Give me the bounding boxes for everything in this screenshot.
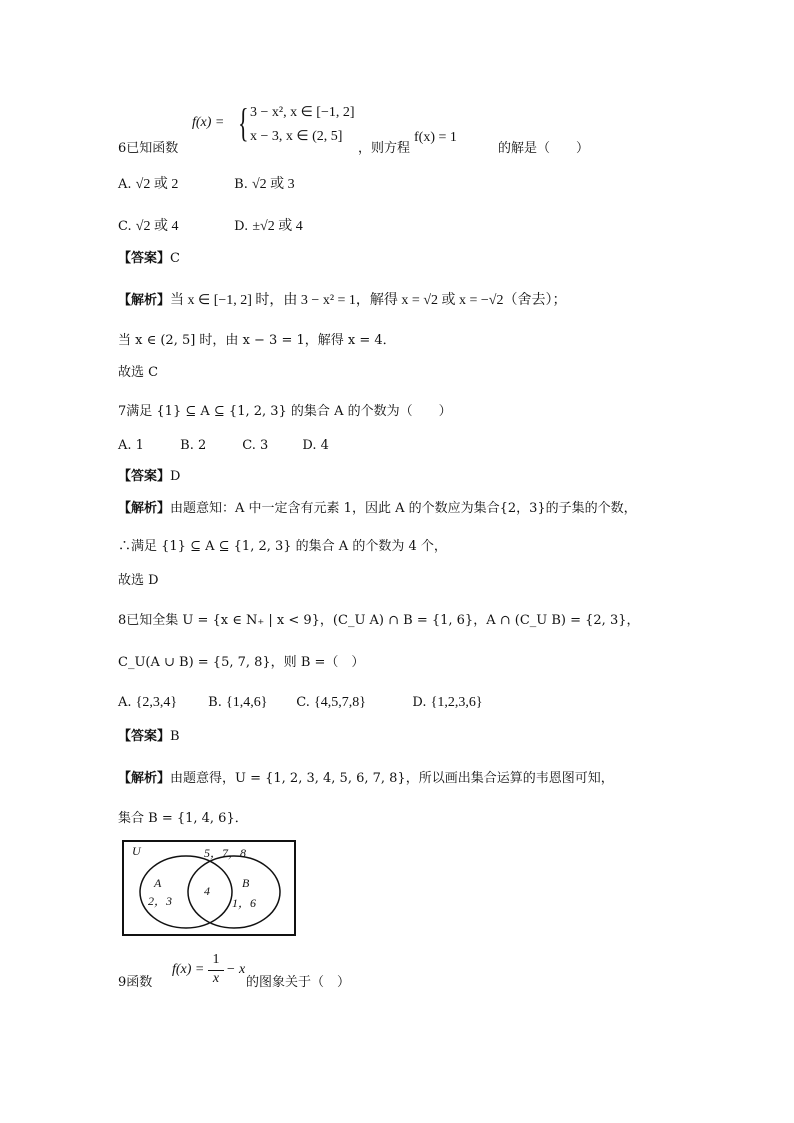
venn-intersection: 4 xyxy=(204,884,210,898)
q9-lhs: f(x) = xyxy=(172,962,205,977)
venn-outside-elements: 5，7，8 xyxy=(204,846,247,860)
answer-tag: 【答案】 xyxy=(118,469,171,484)
q6-stem-tail xyxy=(358,140,410,158)
answer-value: B xyxy=(170,729,180,744)
q6-option-d: D. ±√2 或 4 xyxy=(234,219,303,234)
q6-number: 6已知函数 xyxy=(118,141,179,156)
q7-options xyxy=(118,437,329,455)
q6-tail2: 的解是（ ） xyxy=(498,141,590,156)
q6-option-a: A. √2 或 2 xyxy=(118,177,179,192)
q8-stem-line2: C_U(A ∪ B) = {5, 7, 8}，则 B =（ ） xyxy=(118,655,365,670)
q6-tail1: ，则方程 xyxy=(358,141,411,156)
analysis-text: 由题意得，U = {1, 2, 3, 4, 5, 6, 7, 8}，所以画出集合运算的韦恩图可知， xyxy=(170,771,614,786)
q6-answer xyxy=(118,250,180,268)
q6-conclusion: 故选 C xyxy=(118,365,159,380)
q8-option-b: B. {1,4,6} xyxy=(208,695,268,710)
venn-a-only: 2，3 xyxy=(148,894,173,908)
answer-tag: 【答案】 xyxy=(118,729,171,744)
answer-value: D xyxy=(170,469,181,484)
analysis-tag: 【解析】 xyxy=(118,293,171,308)
q6-analysis1 xyxy=(118,292,566,310)
q9-number: 9函数 xyxy=(118,975,153,990)
q7-analysis2: ∴满足 {1} ⊆ A ⊆ {1, 2, 3} 的集合 A 的个数为 4 个， xyxy=(118,539,447,554)
venn-b-only: 1，6 xyxy=(232,896,257,910)
q8-option-a: A. {2,3,4} xyxy=(118,695,178,710)
q9-tail: 的图象关于（ ） xyxy=(246,975,351,990)
q6-options-row2 xyxy=(118,218,303,236)
q8-analysis1 xyxy=(118,770,614,788)
answer-tag: 【答案】 xyxy=(118,251,171,266)
q6-stem xyxy=(118,140,178,158)
analysis-text: 由题意知：A 中一定含有元素 1，因此 A 的个数应为集合{2，3}的子集的个数， xyxy=(170,501,637,516)
analysis-tag: 【解析】 xyxy=(118,771,171,786)
q7-option-b: B. 2 xyxy=(180,438,207,453)
answer-value: C xyxy=(170,251,180,266)
q7-option-d: D. 4 xyxy=(302,438,329,453)
q6-option-b: B. √2 或 3 xyxy=(234,177,295,192)
q6-options-row1 xyxy=(118,176,295,194)
analysis-tag: 【解析】 xyxy=(118,501,171,516)
q9-denominator: x xyxy=(212,971,220,986)
q7-conclusion: 故选 D xyxy=(118,573,159,588)
q9-numerator: 1 xyxy=(212,952,220,967)
set-b-circle xyxy=(188,856,280,928)
q7-stem: 7满足 {1} ⊆ A ⊆ {1, 2, 3} 的集合 A 的个数为（ ） xyxy=(118,404,452,419)
q6-brace: { xyxy=(238,100,249,145)
q6-equation: f(x) = 1 xyxy=(414,130,457,145)
q6-analysis2: 当 x ∈ (2, 5] 时，由 x − 3 = 1，解得 x = 4． xyxy=(118,333,396,348)
q8-options xyxy=(118,694,483,712)
q8-stem-line1: 8已知全集 U = {x ∈ N₊ | x < 9}，(C_U A) ∩ B = {1, 6}，A ∩ (C_U B) = {2, 3}， xyxy=(118,613,640,628)
q7-answer xyxy=(118,468,180,486)
q7-analysis1 xyxy=(118,500,637,518)
q6-case1: 3 − x², x ∈ [−1, 2] xyxy=(250,105,355,120)
q8-option-d: D. {1,2,3,6} xyxy=(412,695,483,710)
venn-universal-label: U xyxy=(132,844,141,858)
q9-minus-x: − x xyxy=(226,962,246,977)
venn-a-label: A xyxy=(154,876,162,890)
q7-option-c: C. 3 xyxy=(242,438,269,453)
q7-option-a: A. 1 xyxy=(118,438,144,453)
q8-answer xyxy=(118,728,180,746)
q6-func-lhs: f(x) = xyxy=(192,115,225,130)
q6-case2: x − 3, x ∈ (2, 5] xyxy=(250,129,343,144)
q8-option-c: C. {4,5,7,8} xyxy=(296,695,366,710)
q6-option-c: C. √2 或 4 xyxy=(118,219,179,234)
q8-analysis2: 集合 B = {1, 4, 6}． xyxy=(118,811,248,826)
venn-b-label: B xyxy=(242,876,250,890)
analysis-text: 当 x ∈ [−1, 2] 时，由 3 − x² = 1，解得 x = √2 或 x = −√2（舍去）； xyxy=(170,293,567,308)
venn-diagram xyxy=(122,840,296,936)
